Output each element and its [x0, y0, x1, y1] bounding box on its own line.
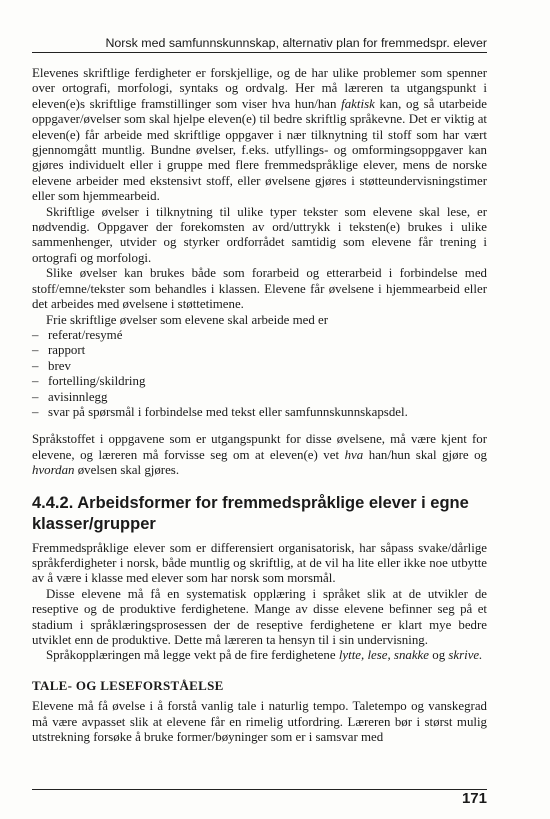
emphasis-faktisk: faktisk [341, 96, 375, 111]
exercise-list [32, 328, 487, 420]
list-item: – brev [32, 359, 487, 374]
paragraph-5 [32, 432, 487, 478]
list-item: – referat/resymé [32, 328, 487, 343]
paragraph-3: Slike øvelser kan brukes både som forarbeid og etterarbeid i forbindelse med stoff/emne/tekster som behandles i klassen. Elevene får øvelsene i hjemmearbeid eller det arbeides med øvelsene i støttetimene. [32, 266, 487, 312]
list-item: – svar på spørsmål i forbindelse med tekst eller samfunnskunnskapsdel. [32, 405, 487, 420]
emphasis-hva: hva [344, 447, 364, 462]
emphasis-hvordan: hvordan [32, 463, 75, 478]
paragraph-2: Skriftlige øvelser i tilknytning til ulike typer tekster som elevene skal lese, er nødvendig. Oppgaver der forekomsten av ord/uttrykk i teksten(e) brukes i ulike sammenhenger, utvider og styrker ordforrådet samtidig som elevene får trening i ortografi og morfologi. [32, 204, 487, 265]
page-body [32, 66, 487, 745]
paragraph-7: Disse elevene må få en systematisk opplæring i språket slik at de utvikler de reseptive og de produktive ferdighetene. Mange av disse elevene befinner seg på et stadium i språklæringsprosessen der de reseptive ferdighetene er klart mye bedre utviklet enn de produktive. Dette må læreren ta hensyn til i sin undervisning. [32, 586, 487, 647]
list-item: – rapport [32, 343, 487, 358]
paragraph-8-a: Språkopplæringen må legge vekt på de fire ferdighetene [46, 648, 336, 663]
paragraph-1 [32, 66, 487, 205]
footer-rule [32, 789, 487, 790]
book-page [32, 0, 487, 819]
paragraph-6: Fremmedspråklige elever som er differensiert organisatorisk, har såpass svake/dårlige språkferdigheter i norsk, både muntlig og skriftlig, at de vil ha lite eller ikke noe utbytte av å være i klasse med elever som har norsk som morsmål. [32, 540, 487, 586]
paragraph-5-b: han/hun skal gjøre og [368, 447, 487, 462]
paragraph-1-rest: kan, og så utarbeide oppgaver/øvelser som skal hjelpe eleven(e) til bedre skriftlig språkevne. Det er viktig at eleven(e) får arbeide med skriftlige oppgaver i nær tilknytning til stoff som har vært gjennomgått muntlig. Bundne øvelser, f.eks. utfyllings- og omformingsoppgaver kan gjøres individuelt eller i gruppe med flere fremmedspråklige elever, mens de norske elevene arbeider med ekstensivt stoff, eller øvelsene gjøres i støtteundervisningstimer eller som hjemmearbeid. [32, 96, 487, 204]
paragraph-8-b: og [432, 648, 446, 663]
page-number: 171 [461, 790, 487, 807]
list-item: – fortelling/skildring [32, 374, 487, 389]
emphasis-skrive: skrive. [448, 648, 483, 663]
section-heading: 4.4.2. Arbeidsformer for fremmedspråklige elever i egne klasser/grupper [32, 493, 469, 533]
running-header: Norsk med samfunnskunnskap, alternativ plan for fremmedspr. elever [32, 36, 487, 53]
paragraph-8 [32, 648, 487, 663]
paragraph-1-text: Elevenes skriftlige ferdigheter er forskjellige, og de har ulike problemer som spenner over ortografi, morfologi, syntaks og ordvalg. Her må læreren ta utgangspunkt i eleven(e)s skriftlige framstillinger som viser hva hun/han [32, 66, 487, 111]
list-item: – avisinnlegg [32, 390, 487, 405]
paragraph-9: Elevene må få øvelse i å forstå vanlig tale i naturlig tempo. Taletempo og vanskegrad må være avpasset slik at elevene får en rimelig utfordring. Læreren bør i størst mulig utstrekning forsøke å bruke former/bøyninger som er i samsvar med [32, 699, 487, 745]
paragraph-5-c: øvelsen skal gjøres. [77, 463, 180, 478]
paragraph-5-a: Språkstoffet i oppgavene som er utgangspunkt for disse øvelsene, må være kjent for elevene, og læreren må forvisse seg om at eleven(e) vet [32, 432, 487, 462]
subheading: TALE- OG LESEFORSTÅELSE [32, 677, 224, 693]
paragraph-4: Frie skriftlige øvelser som elevene skal arbeide med er [46, 312, 329, 327]
emphasis-skills: lytte, lese, snakke [338, 648, 430, 663]
